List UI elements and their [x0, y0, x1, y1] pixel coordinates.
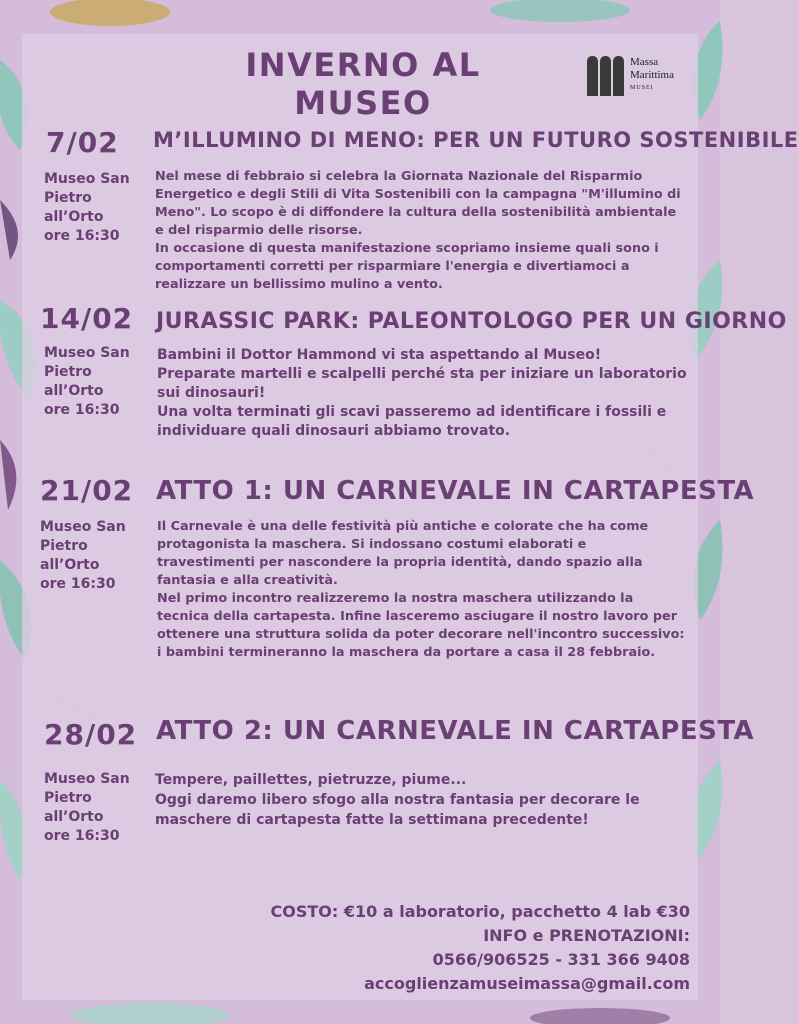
event-location: Museo San Pietro all’Orto ore 16:30	[44, 771, 130, 844]
event-title: ATTO 2: UN CARNEVALE IN CARTAPESTA	[156, 716, 755, 746]
event-date: 21/02	[40, 474, 134, 507]
event-date: 14/02	[40, 302, 134, 335]
footer-info	[250, 900, 690, 996]
logo-line3: MUSEI	[630, 85, 654, 91]
event-date: 28/02	[44, 718, 138, 751]
event-description: Tempere, paillettes, pietruzze, piume... Oggi daremo libero sfogo alla nostra fantasia per decorare le maschere di cartapesta fatte la settimana precedente!	[155, 772, 640, 828]
cost-text: COSTO: €10 a laboratorio, pacchetto 4 lab €30	[270, 902, 690, 921]
phone-numbers: 0566/906525 - 331 366 9408	[432, 950, 690, 969]
event-location: Museo San Pietro all’Orto ore 16:30	[40, 519, 126, 592]
logo-line2: Marittima	[630, 69, 674, 81]
logo-bars-icon	[585, 52, 627, 96]
page-title: INVERNO AL MUSEO	[245, 46, 481, 122]
event-location: Museo San Pietro all’Orto ore 16:30	[44, 345, 130, 418]
info-label: INFO e PRENOTAZIONI:	[483, 926, 690, 945]
event-date: 7/02	[46, 126, 119, 159]
event-title: JURASSIC PARK: PALEONTOLOGO PER UN GIORNO	[156, 309, 787, 334]
event-title: M’ILLUMINO DI MENO: PER UN FUTURO SOSTENIBILE	[153, 128, 799, 152]
email-address: accoglienzamuseimassa@gmail.com	[364, 974, 690, 993]
event-description: Nel mese di febbraio si celebra la Giornata Nazionale del Risparmio Energetico e degli Stili di Vita Sostenibili con la campagna "M'illumino di Meno". Lo scopo è di diffondere la cultura della sostenibilità ambientale e del risparmio delle risorse. In occasione di questa manifestazione scopriamo insieme quali sono i comportamenti corretti per risparmiare l'energia e divertiamoci a realizzare un bellissimo mulino a vento.	[155, 169, 681, 292]
event-description: Il Carnevale è una delle festività più antiche e colorate che ha come protagonista la maschera. Si indossano costumi elaborati e travestimenti per nascondere la propria identità, dando spazio alla fantasia e alla creatività. Nel primo incontro realizzeremo la nostra maschera utilizzando la tecnica della cartapesta. Infine lasceremo asciugare il nostro lavoro per ottenere una struttura solida da poter decorare nell'incontro successivo: i bambini termineranno la maschera da portare a casa il 28 febbraio.	[157, 519, 685, 660]
event-description: Bambini il Dottor Hammond vi sta aspettando al Museo! Preparate martelli e scalpelli perché sta per iniziare un laboratorio sui dinosauri! Una volta terminati gli scavi passeremo ad identificare i fossili e individuare quali dinosauri abbiamo trovato.	[157, 347, 687, 439]
logo-line1: Massa	[630, 56, 659, 68]
massa-marittima-musei-logo	[585, 52, 695, 98]
event-title: ATTO 1: UN CARNEVALE IN CARTAPESTA	[156, 476, 755, 506]
event-location: Museo San Pietro all’Orto ore 16:30	[44, 171, 130, 244]
